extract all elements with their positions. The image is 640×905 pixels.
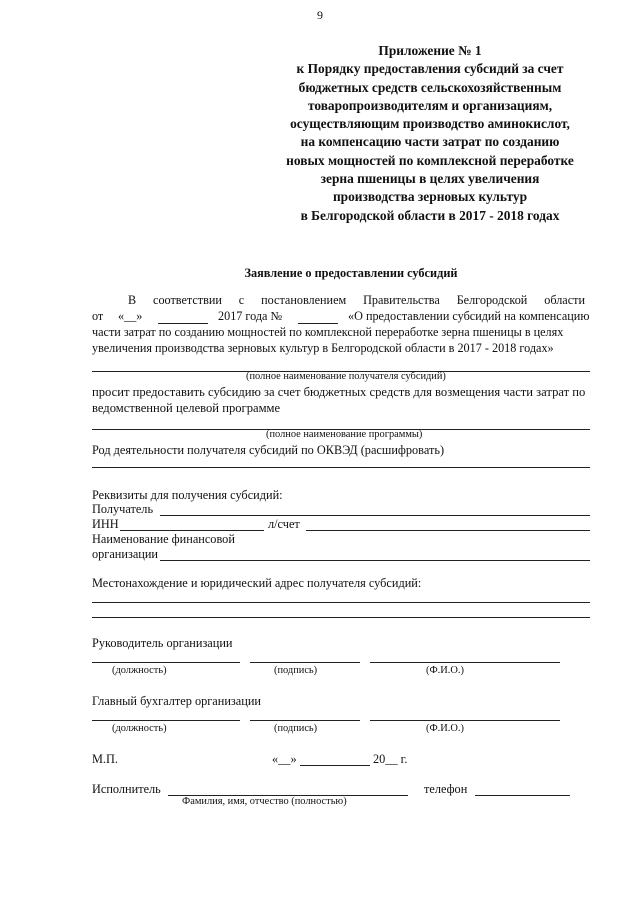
head-signature-field[interactable]	[250, 662, 360, 663]
date-month-field[interactable]	[300, 765, 370, 766]
okved-label: Род деятельности получателя субсидий по ОКВЭД (расшифровать)	[92, 443, 445, 457]
executor-caption: Фамилия, имя, отчество (полностью)	[182, 796, 347, 807]
appendix-line: зерна пшеницы в целях увеличения	[320, 171, 540, 187]
accountant-name-caption: (Ф.И.О.)	[426, 723, 464, 734]
intro-line-4: увеличения производства зерновых культур в Белгородской области в 2017 - 2018 годах»	[92, 341, 554, 355]
appendix-line: в Белгородской области в 2017 - 2018 годах	[300, 207, 560, 223]
address-field-2[interactable]	[92, 617, 590, 618]
head-signature-caption: (подпись)	[274, 665, 318, 676]
inn-label: ИНН	[92, 517, 119, 531]
intro-year: 2017 года №	[218, 309, 283, 323]
page-number: 9	[317, 8, 323, 22]
intro-date-day: «__»	[118, 309, 143, 323]
intro-from: от	[92, 309, 104, 323]
appendix-line: к Порядку предоставления субсидий за счет	[296, 61, 564, 77]
intro-word: Правительства	[363, 293, 440, 307]
accountant-signature-field[interactable]	[250, 720, 360, 721]
head-position-caption: (должность)	[112, 665, 167, 676]
head-position-field[interactable]	[92, 662, 240, 663]
phone-label: телефон	[424, 782, 468, 796]
account-field[interactable]	[306, 530, 590, 531]
intro-quote: «О предоставлении субсидий на компенсацию	[348, 309, 590, 323]
intro-word: с	[238, 293, 245, 307]
request-line-2: ведомственной целевой программе	[92, 401, 281, 415]
intro-word: постановлением	[261, 293, 347, 307]
intro-number-blank[interactable]	[298, 323, 338, 324]
intro-word: В	[128, 293, 137, 307]
executor-label: Исполнитель	[92, 782, 161, 796]
intro-line-3: части затрат по созданию мощностей по комплексной переработке зерна пшеницы в целях	[92, 325, 564, 339]
recipient-field[interactable]	[160, 515, 590, 516]
fin-org-label-2: организации	[92, 547, 159, 561]
address-field-1[interactable]	[92, 602, 590, 603]
appendix-title: Приложение № 1	[378, 43, 482, 58]
accountant-position-caption: (должность)	[112, 723, 167, 734]
head-name-caption: (Ф.И.О.)	[426, 665, 464, 676]
intro-word: Белгородской	[456, 293, 528, 307]
intro-word: области	[544, 293, 585, 307]
form-title: Заявление о предоставлении субсидий	[244, 266, 458, 280]
account-label: л/счет	[268, 517, 300, 531]
okved-field[interactable]	[92, 467, 590, 468]
appendix-line: бюджетных средств сельскохозяйственным	[298, 79, 562, 95]
appendix-header	[270, 42, 590, 225]
stamp-label: М.П.	[92, 752, 118, 766]
program-caption: (полное наименование программы)	[266, 429, 423, 440]
appendix-line: производства зерновых культур	[332, 189, 528, 205]
intro-line-1	[128, 293, 585, 308]
inn-field[interactable]	[120, 530, 264, 531]
appendix-line: на компенсацию части затрат по созданию	[300, 134, 560, 150]
date-year: 20__ г.	[373, 752, 408, 766]
recipient-label: Получатель	[92, 502, 154, 516]
fin-org-field[interactable]	[160, 560, 590, 561]
accountant-label: Главный бухгалтер организации	[92, 694, 261, 708]
phone-field[interactable]	[475, 795, 570, 796]
fin-org-label-1: Наименование финансовой	[92, 532, 235, 546]
address-label: Местонахождение и юридический адрес получателя субсидий:	[92, 576, 422, 590]
intro-word: соответствии	[153, 293, 222, 307]
head-label: Руководитель организации	[92, 636, 233, 650]
accountant-name-field[interactable]	[370, 720, 560, 721]
recipient-caption: (полное наименование получателя субсидий)	[246, 371, 446, 382]
accountant-position-field[interactable]	[92, 720, 240, 721]
appendix-line: новых мощностей по комплексной переработке	[286, 152, 574, 168]
accountant-signature-caption: (подпись)	[274, 723, 318, 734]
date-day: «__»	[272, 752, 297, 766]
intro-month-blank[interactable]	[158, 323, 208, 324]
appendix-line: товаропроизводителям и организациям,	[307, 97, 553, 113]
head-name-field[interactable]	[370, 662, 560, 663]
requisites-heading: Реквизиты для получения субсидий:	[92, 488, 283, 502]
request-line-1: просит предоставить субсидию за счет бюджетных средств для возмещения части затрат по	[92, 385, 586, 399]
appendix-line: осуществляющим производство аминокислот,	[290, 116, 570, 132]
